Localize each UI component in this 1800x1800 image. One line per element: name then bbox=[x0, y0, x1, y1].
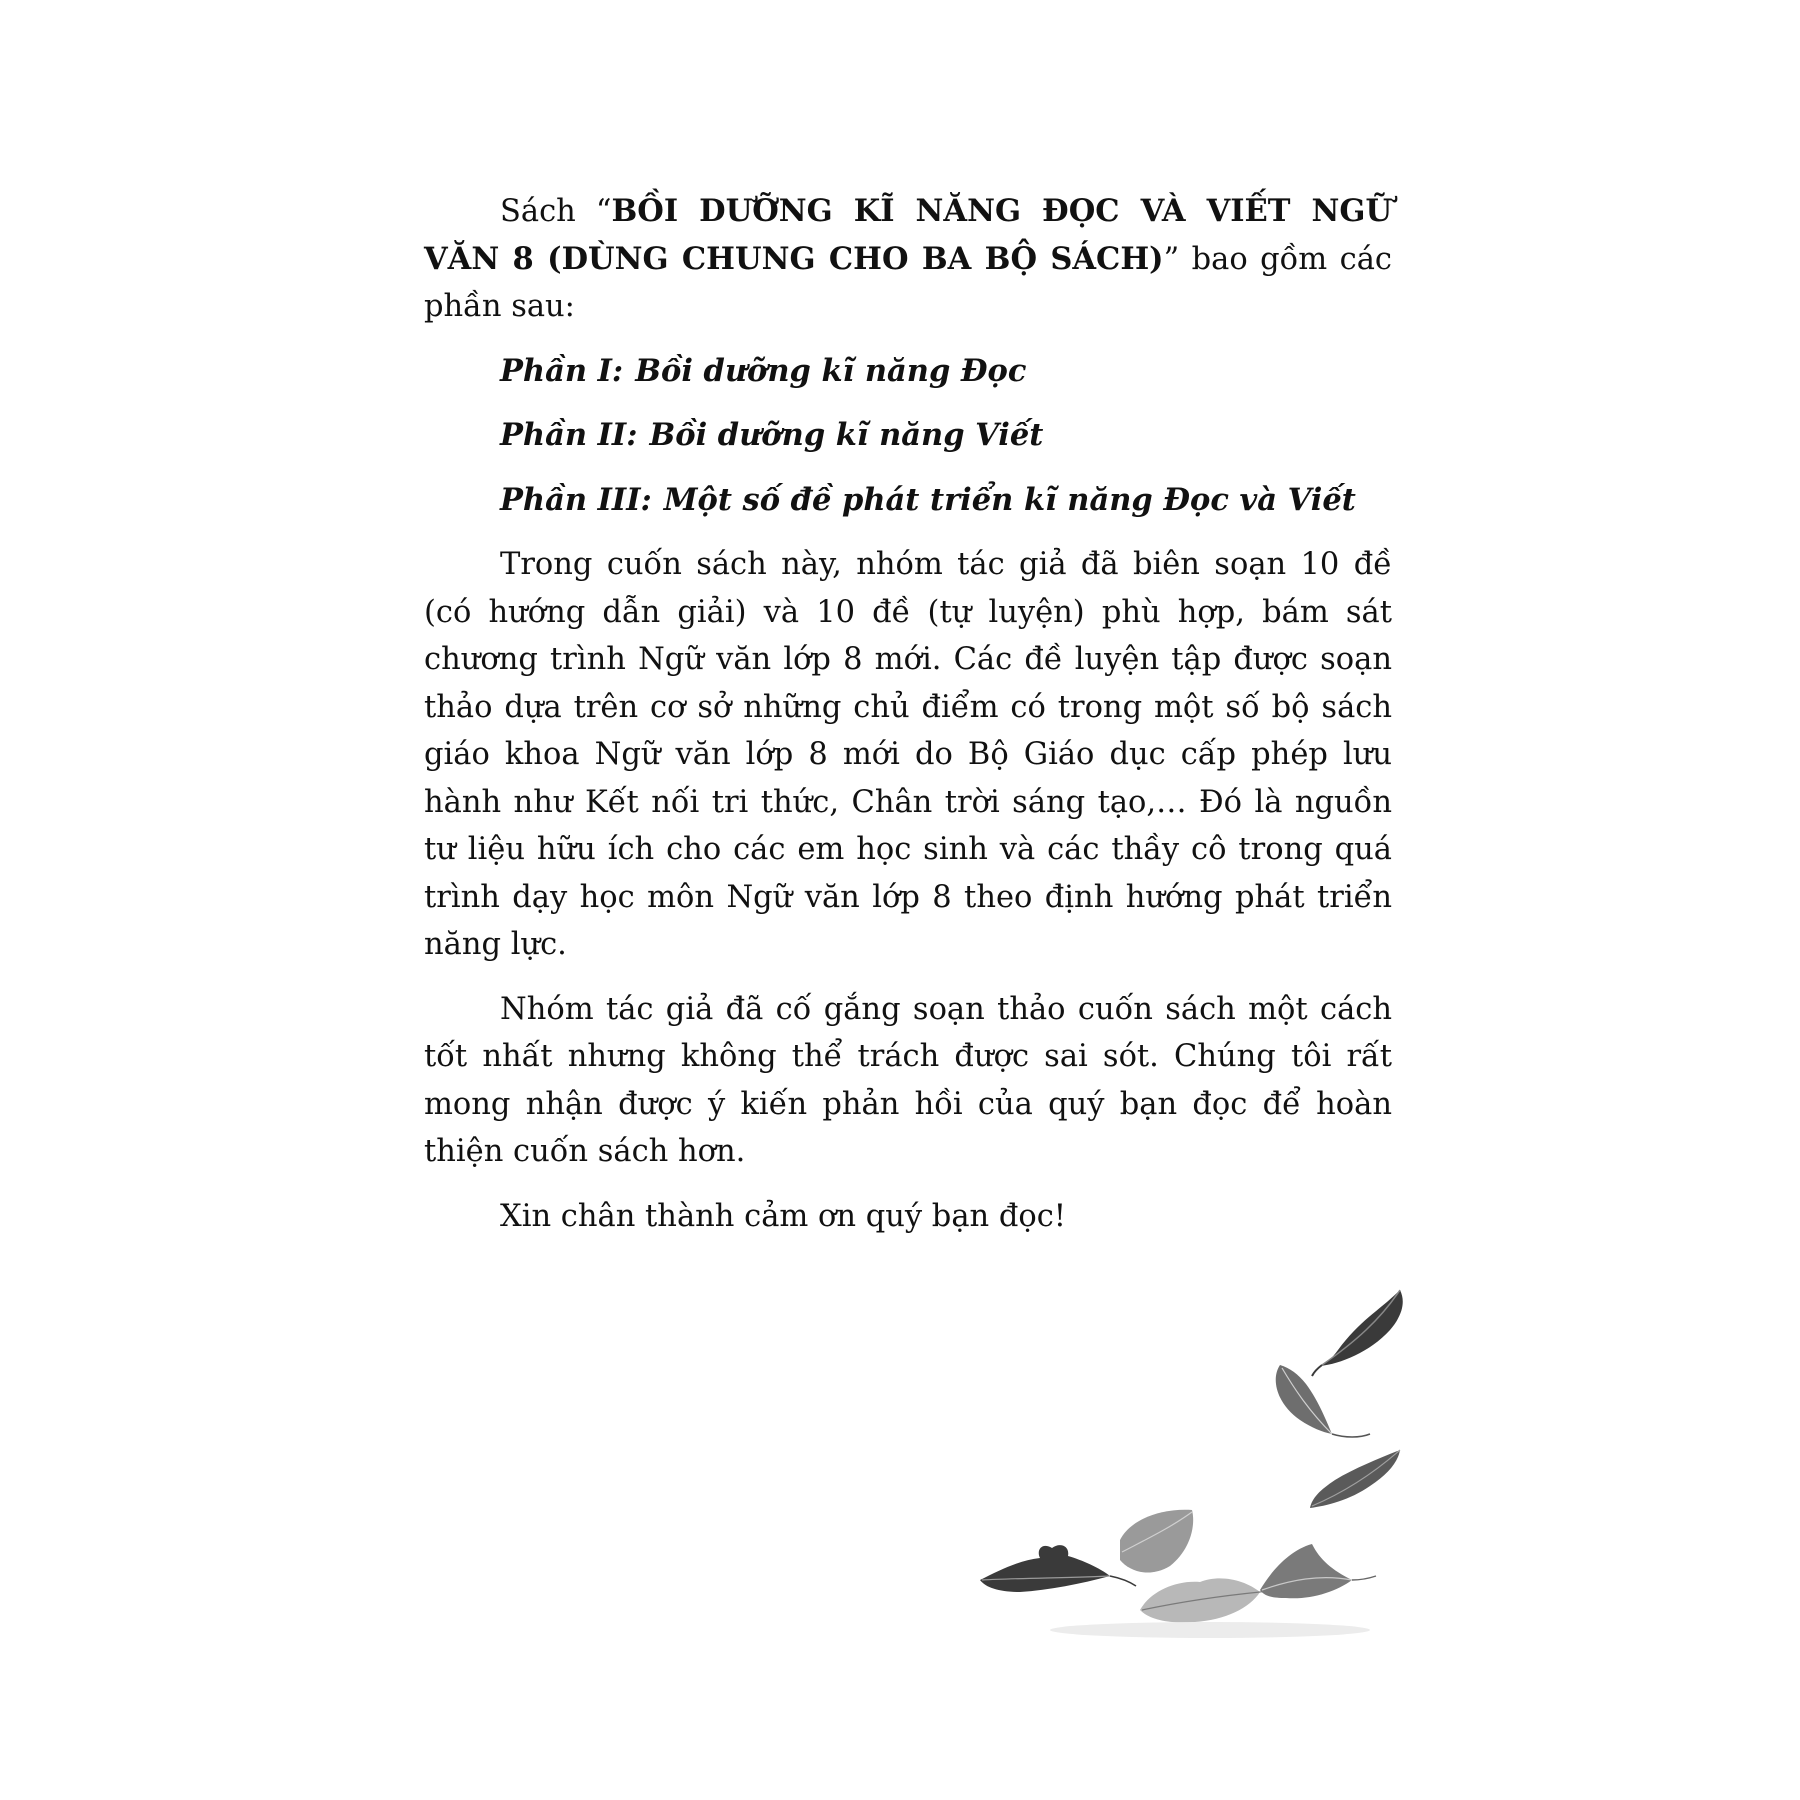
intro-after: ” bao gồm các phần sau: bbox=[424, 241, 1392, 324]
part-2-label: Phần II: bbox=[500, 417, 638, 453]
book-title: BỒI DƯỠNG KĨ NĂNG ĐỌC VÀ VIẾT NGỮ VĂN 8 (DÙNG CHUNG CHO BA BỘ SÁCH) bbox=[424, 193, 1393, 277]
leaf-icon bbox=[1260, 1544, 1376, 1598]
closing-line: Xin chân thành cảm ơn quý bạn đọc! bbox=[500, 1198, 1067, 1234]
ground-shadow bbox=[1050, 1622, 1370, 1638]
description-paragraph: Trong cuốn sách này, nhóm tác giả đã biên soạn 10 đề (có hướng dẫn giải) và 10 đề (tự luyện) phù hợp, bám sát chương trình Ngữ văn lớp 8 mới. Các đề luyện tập được soạn thảo dựa trên cơ sở những chủ điểm có trong một số bộ sách giáo khoa Ngữ văn lớp 8 mới do Bộ Giáo dục cấp phép lưu hành như Kết nối tri thức, Chân trời sáng tạo,… Đó là nguồn tư liệu hữu ích cho các em học sinh và các thầy cô trong quá trình dạy học môn Ngữ văn lớp 8 theo định hướng phát triển năng lực. bbox=[424, 547, 1392, 962]
apology-paragraph: Nhóm tác giả đã cố gắng soạn thảo cuốn sách một cách tốt nhất nhưng không thể trách được sai sót. Chúng tôi rất mong nhận được ý kiến phản hồi của quý bạn đọc để hoàn thiện cuốn sách hơn. bbox=[424, 991, 1392, 1169]
intro-before: Sách “ bbox=[500, 194, 612, 229]
leaf-icon bbox=[1312, 1290, 1403, 1376]
intro-paragraph bbox=[424, 188, 1392, 331]
falling-leaves-illustration bbox=[960, 1280, 1420, 1660]
part-1 bbox=[500, 348, 1392, 396]
part-2 bbox=[500, 412, 1392, 460]
part-1-title: Bồi dưỡng kĩ năng Đọc bbox=[635, 352, 1027, 389]
part-2-title: Bồi dưỡng kĩ năng Viết bbox=[649, 417, 1044, 453]
part-3 bbox=[500, 477, 1392, 525]
part-3-label: Phần III: bbox=[500, 481, 652, 518]
leaf-icon bbox=[1276, 1365, 1370, 1437]
part-3-title: Một số đề phát triển kĩ năng Đọc và Viết bbox=[663, 481, 1356, 518]
part-1-label: Phần I: bbox=[500, 352, 624, 389]
leaf-icon bbox=[1120, 1510, 1193, 1573]
leaf-icon bbox=[980, 1545, 1136, 1592]
preface-text bbox=[424, 188, 1392, 1240]
leaf-icon bbox=[1310, 1450, 1400, 1508]
